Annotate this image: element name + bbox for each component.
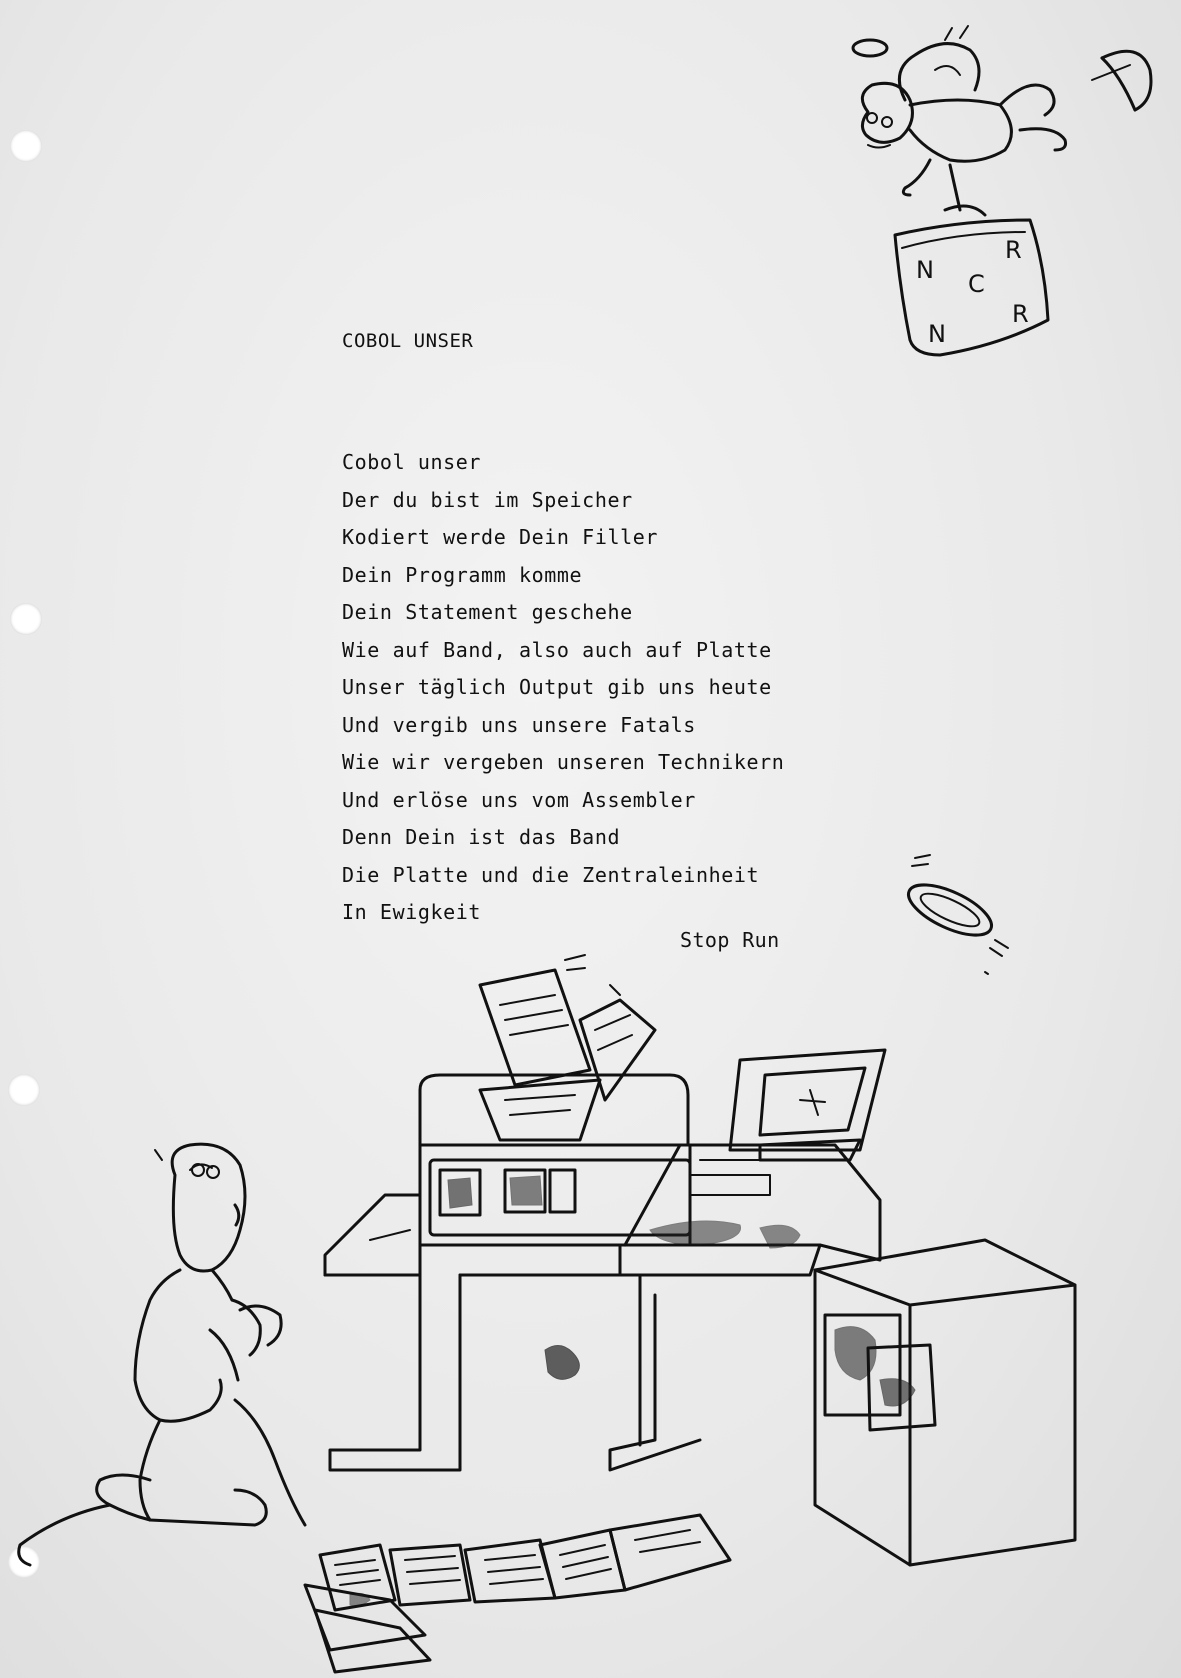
angel-icon	[853, 26, 1151, 215]
document-title: COBOL UNSER	[342, 330, 474, 352]
suitcase-letter-r-bottom: R	[1012, 300, 1029, 328]
paper-printout-icon	[305, 1515, 730, 1672]
poem-line: Dein Statement geschehe	[342, 600, 633, 624]
poem-text	[342, 444, 784, 932]
suitcase-letter-r-top: R	[1005, 236, 1022, 264]
poem-line: In Ewigkeit	[342, 900, 482, 924]
poem-line: Wie wir vergeben unseren Technikern	[342, 750, 785, 774]
poem-line: Und erlöse uns vom Assembler	[342, 787, 696, 812]
suitcase-letter-c: C	[968, 270, 985, 298]
mainframe-computer-icon	[325, 955, 1075, 1565]
halo-icon	[902, 855, 1008, 974]
poem-line: Wie auf Band, also auch auf Platte	[342, 637, 772, 662]
suitcase-letter-n-top: N	[916, 256, 934, 284]
kneeling-man-icon	[19, 1144, 305, 1565]
poem-line: Cobol unser	[342, 450, 482, 474]
poem-line: Die Platte und die Zentraleinheit	[342, 862, 760, 887]
suitcase-letter-n-bottom: N	[928, 320, 946, 348]
poem-line: Und vergib uns unsere Fatals	[342, 712, 696, 737]
poem-line: Denn Dein ist das Band	[342, 825, 621, 849]
poem-line: Unser täglich Output gib uns heute	[342, 675, 772, 699]
poem-line: Dein Programm komme	[342, 562, 583, 587]
poem-line: Kodiert werde Dein Filler	[342, 525, 659, 549]
signoff-text: Stop Run	[680, 928, 780, 952]
suitcase-icon	[895, 220, 1048, 355]
poem-line: Der du bist im Speicher	[342, 487, 633, 512]
